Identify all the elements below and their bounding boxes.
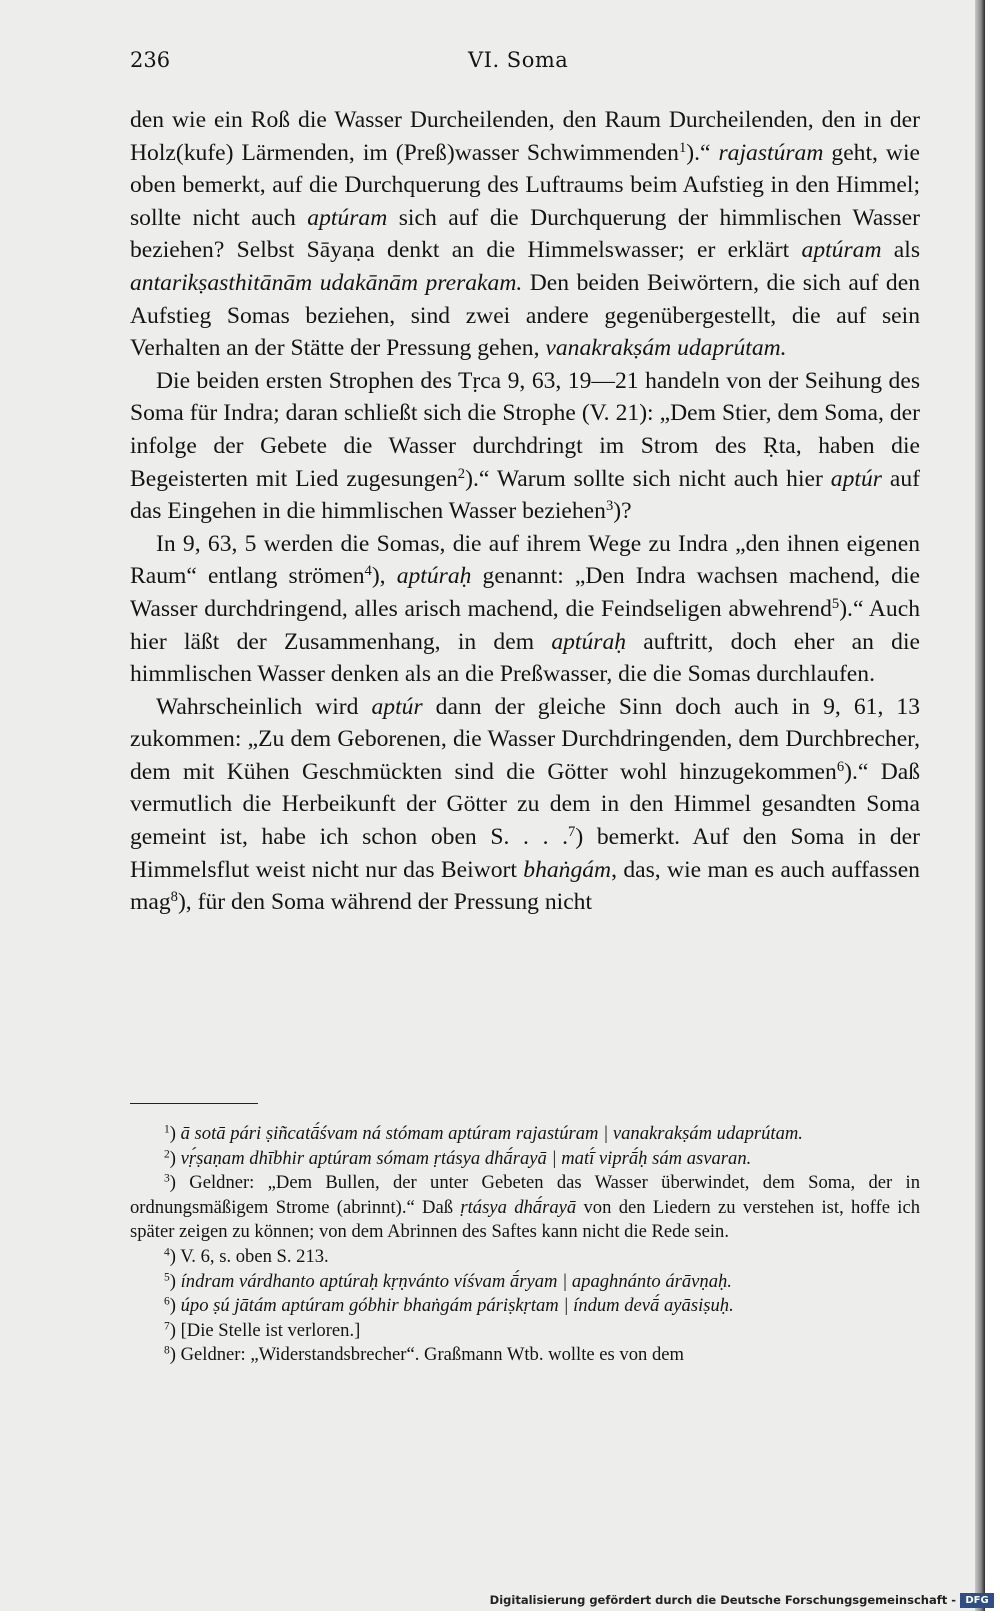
paragraph-2: Die beiden ersten Strophen des Tṛca 9, 63, 19—21 handeln von der Seihung des Soma für Indra; daran schließt sich die Strophe (V. 21): „Dem Stier, dem Soma, der infolge der Gebete die Wasser durchdringt im Strom des Ṛta, haben die Begeisterten mit Lied zugesungen$^2$).“ Warum sollte sich nicht auch hier aptúr auf das Eingehen in die himmlischen Wasser beziehen$^3$)? (130, 367, 920, 525)
footnote-4: $^4$) V. 6, s. oben S. 213. (164, 1245, 329, 1267)
paragraph-3: In 9, 63, 5 werden die Somas, die auf ihrem Wege zu Indra „den ihnen eigenen Raum“ entlang strömen$^4$), aptúraḥ genannt: „Den Indra wachsen machend, die Wasser durchdringend, alles arisch machend, die Feindseligen abwehrend$^5$).“ Auch hier läßt der Zusammenhang, in dem aptúraḥ auftritt, doch eher an die himmlischen Wasser denken als an die Preßwasser, die die Somas durchlaufen. (130, 530, 921, 688)
footnote-separator (130, 1103, 258, 1104)
footnotes (130, 1122, 920, 1368)
footnote-ref-3: 3 (605, 498, 614, 515)
footnote-5: $^5$) índram várdhanto aptúraḥ kṛṇvánto víśvam ā́ryam | apaghnánto árāvṇaḥ. (164, 1270, 732, 1292)
paragraph-4: Wahrscheinlich wird aptúr dann der gleiche Sinn doch auch in 9, 61, 13 zukommen: „Zu dem Geborenen, die Wasser Durchdringenden, dem Durchbrecher, dem mit Kühen Geschmückten sind die Götter wohl hinzugekommen$^6$).“ Daß vermutlich die Herbeikunft der Götter zu dem in den Himmel gesandten Soma gemeint ist, habe ich schon oben S. . . .$^7$) bemerkt. Auf den Soma in der Himmelsflut weist nicht nur das Beiwort bhaṅgám, das, wie man es auch auffassen mag$^8$), für den Soma während der Pressung nicht (130, 693, 921, 916)
footnote-ref-8: 8 (170, 889, 178, 906)
footnote-ref-5: 5 (831, 595, 840, 612)
page-number: 236 (130, 48, 171, 72)
digitization-credit: Digitalisierung gefördert durch die Deutsche Forschungsgemeinschaft - (489, 1593, 956, 1607)
footnote-1: $^1$) ā sotā pári ṣiñcatā́śvam ná stómam aptúram rajastúram | vanakrakṣám udaprútam. (164, 1123, 803, 1144)
footnote-2: $^2$) vṛ́ṣaṇam dhībhir aptúram sómam ṛtásya dhā́rayā | matī́ viprā́ḥ sám asvaran. (164, 1147, 752, 1169)
running-title: VI. Soma (468, 48, 569, 72)
footnote-8: $^8$) Geldner: „Widerstandsbrecher“. Graßmann Wtb. wollte es von dem (164, 1344, 684, 1366)
footnote-ref-2: 2 (457, 465, 466, 482)
main-text (130, 104, 920, 919)
digitization-footer (0, 1592, 1000, 1611)
dfg-logo: DFG (960, 1593, 994, 1608)
footnote-3: $^3$) Geldner: „Dem Bullen, der unter Gebeten das Wasser überwindet, dem Soma, der in ordnungsmäßigem Strome (abrinnt).“ Daß ṛtásya dhā́rayā von den Liedern zu verstehen ist, hoffe ich später zeigen zu können; von dem Abrinnen des Saftes kann nicht die Rede sein. (130, 1172, 921, 1243)
footnote-ref-7: 7 (568, 824, 576, 841)
page-edge-shadow (975, 0, 985, 1611)
footnote-6: $^6$) úpo ṣú jātám aptúram góbhir bhaṅgám páriṣkṛtam | índum devā́ ayāsiṣuḥ. (164, 1295, 734, 1317)
paragraph-1: den wie ein Roß die Wasser Durcheilenden, den Raum Durcheilenden, den in der Holz(kufe) Lärmenden, im (Preß)wasser Schwimmenden$^1$).“ rajastúram geht, wie oben bemerkt, auf die Durchquerung des Luftraums beim Aufstieg in den Himmel; sollte nicht auch aptúram sich auf die Durchquerung der himmlischen Wasser beziehen? Selbst Sāyaṇa denkt an die Himmelswasser; er erklärt aptúram als antarikṣasthitānām udakānām prerakam. Den beiden Beiwörtern, die sich auf den Aufstieg Somas beziehen, sind zwei andere gegenübergestellt, die auf sein Verhalten an der Stätte der Pressung gehen, vanakrakṣám udaprútam. (130, 107, 921, 362)
footnote-ref-6: 6 (836, 758, 845, 775)
footnote-7: $^7$) [Die Stelle ist verloren.] (164, 1319, 361, 1341)
page-header (130, 48, 920, 80)
footnote-ref-1: 1 (678, 139, 687, 156)
footnote-ref-4: 4 (364, 563, 372, 580)
